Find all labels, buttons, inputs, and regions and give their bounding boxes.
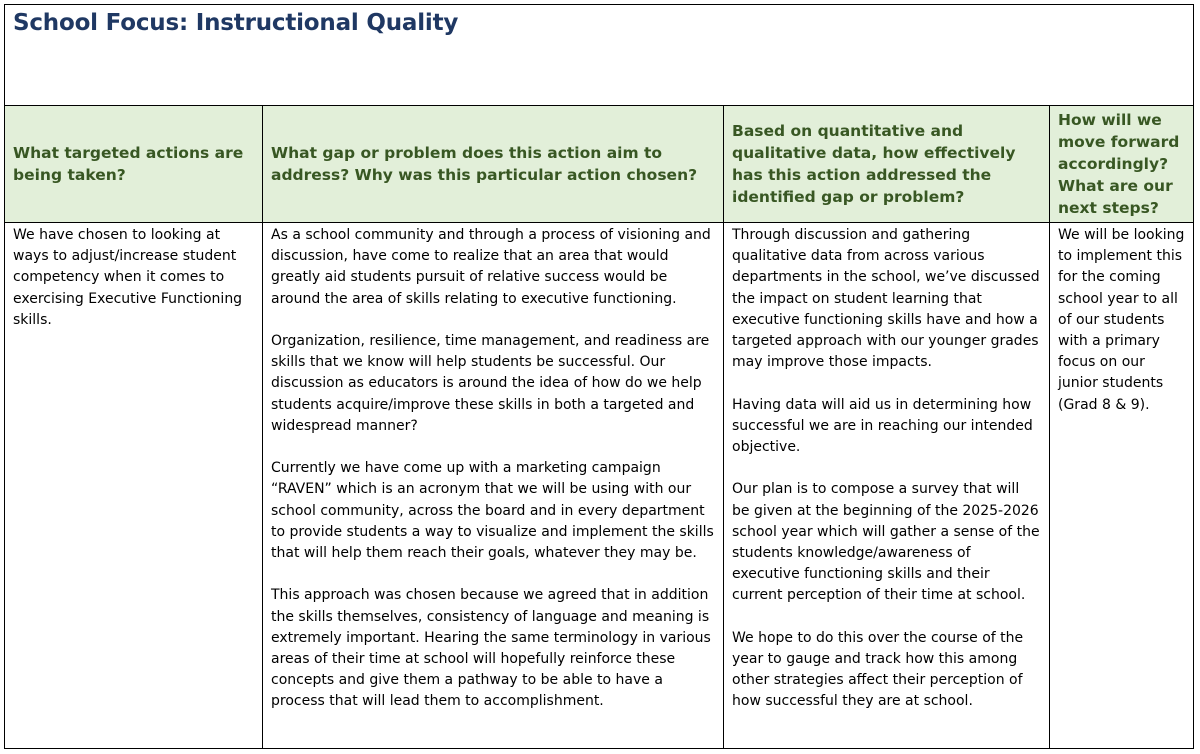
paragraph: Organization, resilience, time management, and readiness are skills that we know will help students be successful. Our discussion as educators is around the idea of how do we help students acquire/improve these skills in both a targeted and widespread manner? — [271, 333, 710, 434]
header-next-steps — [1050, 106, 1193, 223]
header-text: How will we move forward accordingly? What are our next steps? — [1058, 111, 1180, 217]
paragraph: We hope to do this over the course of the year to gauge and track how this among other strategies affect their perception of how successful they are at school. — [732, 629, 1024, 710]
header-text: What gap or problem does this action aim to address? Why was this particular action chosen? — [271, 144, 698, 184]
cell-gap-problem — [263, 225, 723, 734]
header-text: Based on quantitative and qualitative data, how effectively has this action addressed the identified gap or problem? — [732, 122, 1016, 206]
paragraph: Having data will aid us in determining how successful we are in reaching our intended objective. — [732, 396, 1033, 456]
cell-effectiveness — [724, 225, 1049, 734]
paragraph: As a school community and through a process of visioning and discussion, have come to realize that an area that would greatly aid students pursuit of relative success would be around the area of skills relating to executive functioning. — [271, 227, 711, 307]
paragraph: Our plan is to compose a survey that will be given at the beginning of the 2025-2026 school year which will gather a sense of the students knowledge/awareness of executive functioning skills and their current perception of their time at school. — [732, 481, 1040, 604]
cell-next-steps — [1050, 225, 1193, 437]
document-table — [4, 4, 1194, 749]
paragraph: This approach was chosen because we agreed that in addition the skills themselves, consistency of language and meaning is extremely important. Hearing the same terminology in various areas of their time at school will hopefully reinforce these concepts and give them a pathway to be able to have a process that will lead them to accomplishment. — [271, 587, 711, 710]
paragraph: Through discussion and gathering qualitative data from across various departments in the school, we’ve discussed the impact on student learning that executive functioning skills have and how a targeted approach with our younger grades may improve those impacts. — [732, 227, 1040, 371]
header-gap-problem — [263, 106, 723, 223]
paragraph: We have chosen to looking at ways to adjust/increase student competency when it comes to exercising Executive Functioning skills. — [13, 227, 243, 328]
paragraph: We will be looking to implement this for the coming school year to all of our students with a primary focus on our junior students (Grad 8 & 9). — [1058, 227, 1185, 413]
paragraph: Currently we have come up with a marketing campaign “RAVEN” which is an acronym that we will be using with our school community, across the board and in every department to provide students a way to visualize and implement the skills that will help them reach their goals, whatever they may be. — [271, 460, 714, 562]
title-row — [5, 5, 1193, 106]
header-text: What targeted actions are being taken? — [13, 144, 244, 184]
page-title: School Focus: Instructional Quality — [13, 10, 459, 36]
header-targeted-actions — [5, 106, 262, 223]
header-effectiveness — [724, 106, 1049, 223]
cell-targeted-actions — [5, 225, 262, 352]
